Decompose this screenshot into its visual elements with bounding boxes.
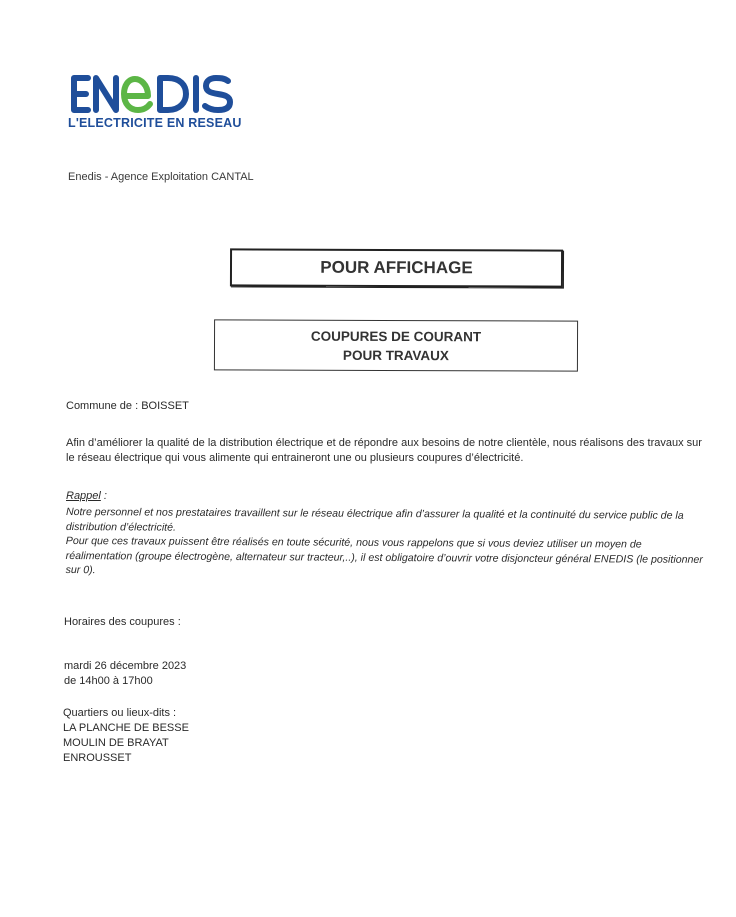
horaires-label: Horaires des coupures : [64,616,181,628]
list-item: ENROUSSET [63,752,132,764]
schedule [64,659,186,689]
list-item: LA PLANCHE DE BESSE [63,722,189,734]
rappel-paragraph-2: Pour que ces travaux puissent être réalisés en toute sécurité, nous vous rappelons que si vous deviez utiliser un moyen de réalimentation (groupe électrogène, alternateur sur tracteur,..), il est obligatoire d’ouvrir votre disjoncteur général ENEDIS (le positionner sur 0). [65,534,703,577]
schedule-date: mardi 26 décembre 2023 [64,660,187,672]
rappel-paragraph-1: Notre personnel et nos prestataires travaillent sur le réseau électrique afin d’assurer la qualité et la continuité du service public de la distribution d’électricité. [65,505,684,534]
commune: Commune de : BOISSET [66,400,189,412]
notice-subtitle-line1: COUPURES DE COURANT [310,328,482,344]
notice-subtitle-line2: POUR TRAVAUX [342,347,449,363]
notice-subtitle-box [214,319,578,371]
places-list [63,706,189,766]
enedis-logo [68,72,248,116]
rappel-body [66,505,706,581]
list-item: MOULIN DE BRAYAT [63,737,169,749]
notice-title: POUR AFFICHAGE [320,257,473,278]
tagline: L'ELECTRICITE EN RESEAU [68,116,242,130]
places-label: Quartiers ou lieux-dits : [63,707,177,719]
enedis-logo-icon [68,72,238,116]
intro-paragraph: Afin d’améliorer la qualité de la distribution électrique et de répondre aux besoins de notre clientèle, nous réalisons des travaux sur le réseau électrique qui vous alimente qui entraineront une ou plusieurs coupures d’électricité. [66,437,702,464]
rappel-colon: : [100,490,107,502]
agency-name: Enedis - Agence Exploitation CANTAL [68,171,254,183]
rappel-label: Rappel [66,490,101,502]
rappel-heading [66,490,107,502]
schedule-time: de 14h00 à 17h00 [64,675,153,687]
notice-title-box [230,248,563,287]
